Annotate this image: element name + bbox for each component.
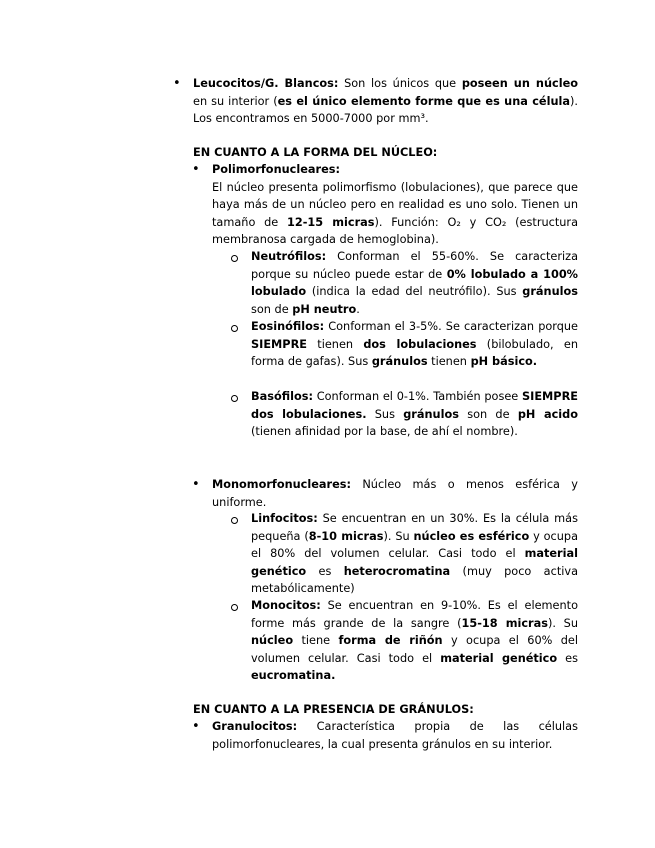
hollow-bullet-icon xyxy=(231,604,238,611)
section-heading-nucleo: EN CUANTO A LA FORMA DEL NÚCLEO: xyxy=(193,146,438,159)
basofilos-title: Basófilos: xyxy=(251,390,313,403)
bold-text: heterocromatina xyxy=(343,564,451,578)
bold-text: 15-18 micras xyxy=(461,616,548,630)
monocitos-paragraph xyxy=(251,597,578,685)
bold-text: eucromatina. xyxy=(251,669,336,683)
text: tiene xyxy=(293,634,339,648)
text: (muy poco activa metabólicamente) xyxy=(251,564,578,596)
text: Conforman el 3-5%. Se caracterizan porque xyxy=(324,320,578,333)
text: (bilobulado, en forma de gafas). Sus xyxy=(251,337,578,369)
bold-text: gránulos xyxy=(522,285,578,299)
polimorfonucleares-title xyxy=(212,161,578,179)
text: Se encuentran en 9-10%. Es el elemento forme más grande de la sangre ( xyxy=(251,599,578,630)
text: ). Función: O₂ y CO₂ (estructura membranosa cargada de hemoglobina). xyxy=(212,215,578,247)
bullet-icon: • xyxy=(192,477,200,492)
basofilos-paragraph xyxy=(251,388,578,441)
bold-text: pH básico. xyxy=(470,355,538,369)
bold-text: material genético xyxy=(440,651,558,665)
text: El núcleo presenta polimorfismo (lobulaciones), que parece que haya más de un núcleo pero en realidad es uno solo. Tienen un tamaño de xyxy=(212,180,578,229)
text: Conforman el 0-1%. También posee xyxy=(312,390,522,403)
bold-text: 0% lobulado a 100% lobulado xyxy=(251,267,578,299)
neutrofilos-title: Neutrófilos: xyxy=(251,250,327,263)
hollow-bullet-icon xyxy=(231,395,238,402)
polimorfo-title-text: Polimorfonucleares: xyxy=(212,163,340,176)
monocitos-title: Monocitos: xyxy=(251,599,321,612)
text: Se encuentran en un 30%. Es la célula más pequeña ( xyxy=(251,512,578,543)
bold-text: dos lobulaciones xyxy=(363,337,477,351)
section-heading-granulos: EN CUANTO A LA PRESENCIA DE GRÁNULOS: xyxy=(193,703,474,716)
bold-text: pH acido xyxy=(517,407,578,421)
hollow-bullet-icon xyxy=(231,517,238,524)
text: es xyxy=(557,651,578,665)
bullet-icon: • xyxy=(192,162,200,177)
leucocitos-title: Leucocitos/G. Blancos: xyxy=(193,77,339,90)
bullet-icon: • xyxy=(173,76,181,91)
monomorfonucleares-paragraph xyxy=(212,476,578,511)
bold-text: forma de riñón xyxy=(338,634,443,648)
text: y ocupa el 60% del volumen celular. Casi todo el xyxy=(251,634,579,665)
bold-text: gránulos xyxy=(371,355,428,369)
eosinofilos-paragraph xyxy=(251,318,578,371)
bold-text: es el único elemento forme que es una célula xyxy=(277,94,571,108)
text: es xyxy=(306,564,344,578)
hollow-bullet-icon xyxy=(231,255,238,262)
bold-text: SIEMPRE xyxy=(251,337,307,351)
eosinofilos-title: Eosinófilos: xyxy=(251,320,325,333)
bold-text: núcleo es esférico xyxy=(413,529,530,543)
bold-text: 8-10 micras xyxy=(308,529,384,543)
text: Sus xyxy=(366,407,404,421)
text: en su interior ( xyxy=(193,94,278,108)
bold-text: gránulos xyxy=(403,407,459,421)
text: Característica propia de las células polimorfonucleares, la cual presenta gránulos en su interior. xyxy=(212,720,578,751)
bold-text: 12-15 micras xyxy=(287,215,375,229)
text: (indica la edad del neutrófilo). Sus xyxy=(306,285,523,299)
bold-text: pH neutro xyxy=(292,302,357,316)
neutrofilos-paragraph xyxy=(251,248,578,318)
hollow-bullet-icon xyxy=(231,325,238,332)
bold-text: SIEMPRE dos lobulaciones. xyxy=(251,390,578,421)
text: (tienen afinidad por la base, de ahí el nombre). xyxy=(251,425,518,439)
text: Núcleo más o menos esférica y uniforme. xyxy=(212,478,578,509)
text: ). Su xyxy=(383,529,414,543)
bold-text: poseen un núcleo xyxy=(461,77,578,90)
granulocitos-title: Granulocitos: xyxy=(212,720,298,733)
text: Conforman el 55-60%. Se caracteriza porque su núcleo puede estar de xyxy=(251,250,578,281)
granulocitos-paragraph xyxy=(212,718,578,753)
text: y ocupa el 80% del volumen celular. Casi todo el xyxy=(251,529,578,561)
text: ). Los encontramos en 5000-7000 por mm³. xyxy=(193,94,579,126)
monomorfo-title: Monomorfonucleares: xyxy=(212,478,351,491)
text: Son los únicos que xyxy=(338,77,462,90)
text: son de xyxy=(251,302,293,316)
text: ). Su xyxy=(547,616,578,630)
text: son de xyxy=(458,407,518,421)
linfocitos-title: Linfocitos: xyxy=(251,512,318,525)
bold-text: núcleo xyxy=(251,634,294,648)
text: tienen xyxy=(307,337,364,351)
bullet-icon: • xyxy=(192,719,200,734)
text: . xyxy=(356,302,360,316)
linfocitos-paragraph xyxy=(251,510,578,598)
leucocitos-paragraph xyxy=(193,75,578,128)
polimorfonucleares-paragraph xyxy=(212,179,578,249)
bold-text: material genético xyxy=(251,547,578,578)
text: tienen xyxy=(427,355,471,369)
